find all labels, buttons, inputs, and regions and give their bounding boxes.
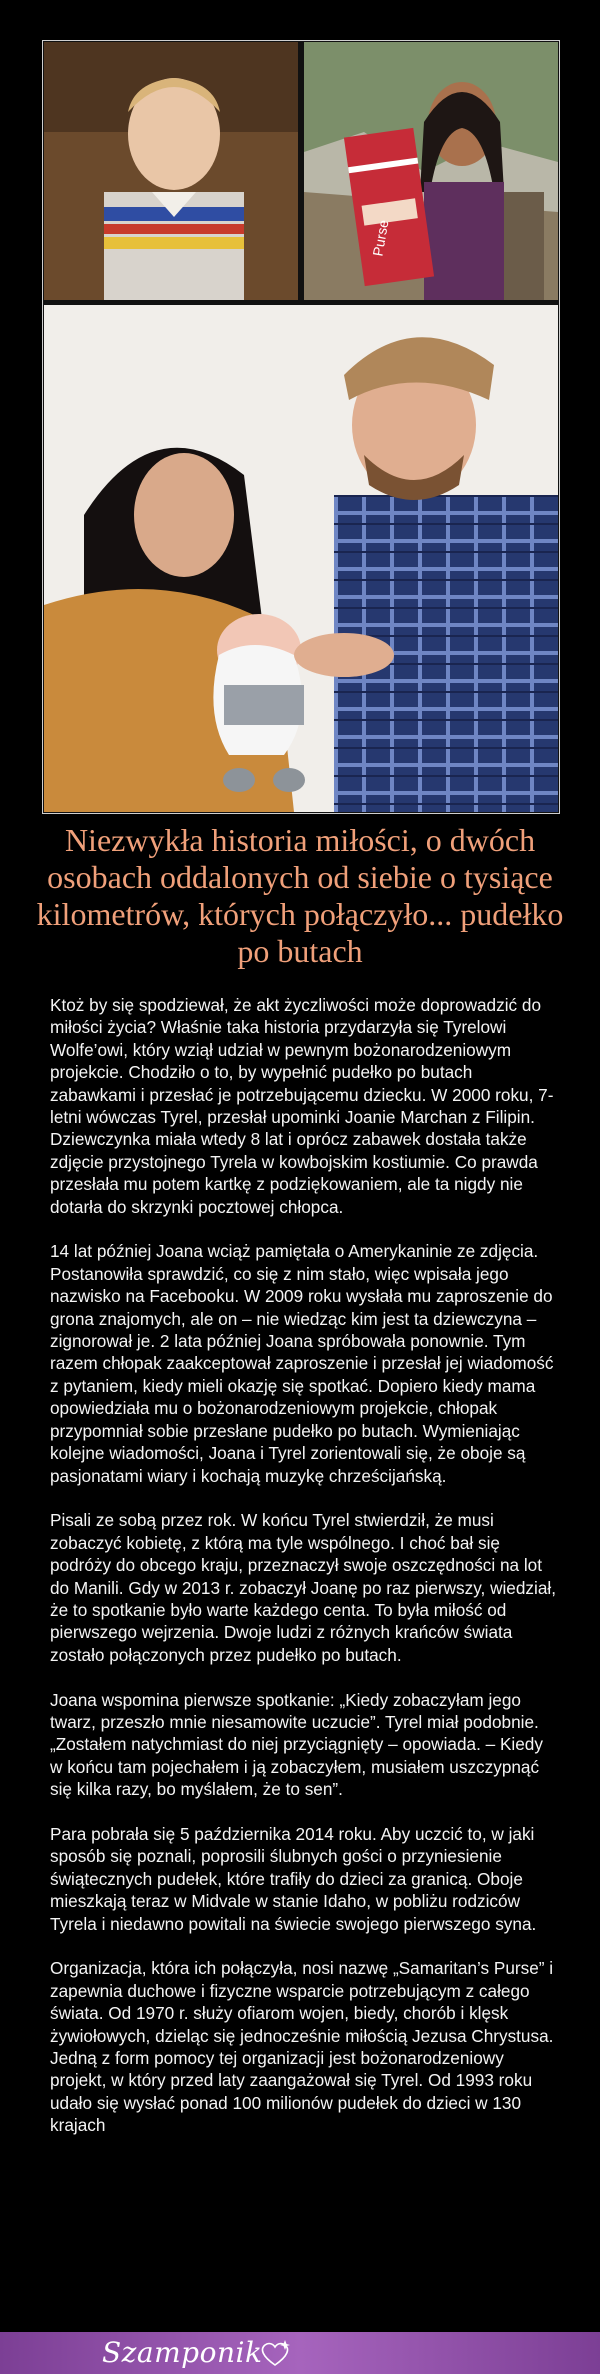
article-headline: Niezwykła historia miłości, o dwóch osobach oddalonych od siebie o tysiące kilometrów, których połączyło... pudełko po butach bbox=[36, 822, 564, 969]
article-paragraph: Organizacja, która ich połączyła, nosi nazwę „Samaritan’s Purse” i zapewnia duchowe i fizyczne wsparcie potrzebującym z całego świata. Od 1970 r. służy ofiarom wojen, biedy, chorób i klęsk żywiołowych, dzieląc się jednocześnie miłością Jezusa Chrystusa. Jedną z form pomocy tej organizacji jest bożonarodzeniowy projekt, w który przed laty zaangażował się Tyrel. Od 1993 roku udało się wysłać ponad 100 milionów pudełek do dzieci w 130 krajach bbox=[50, 1958, 554, 2136]
girl-with-shoebox-photo bbox=[304, 42, 558, 300]
footer-bar bbox=[0, 2332, 600, 2374]
site-logo[interactable]: Szamponik bbox=[102, 2336, 263, 2369]
article-paragraph: Ktoż by się spodziewał, że akt życzliwości może doprowadzić do miłości życia? Właśnie taka historia przydarzyła się Tyrelowi Wolfe’owi, który wziął udział w pewnym bożonarodzeniowym projekcie. Chodziło o to, by wypełnić pudełko po butach zabawkami i przesłać je potrzebującemu dziecku. W 2000 roku, 7-letni wówczas Tyrel, przesłał upominki Joanie Marchan z Filipin. Dziewczynka miała wtedy 8 lat i oprócz zabawek dostała także zdjęcie przystojnego Tyrela w kowbojskim kostiumie. Co prawda przesłała mu potem kartkę z podziękowaniem, ale ta nigdy nie dotarła do skrzynki pocztowej chłopca. bbox=[50, 995, 554, 1217]
shoebox-label: Purse bbox=[369, 218, 392, 258]
article-paragraph: Joana wspomina pierwsze spotkanie: „Kiedy zobaczyłam jego twarz, przeszło mnie niesamowite uczucie”. Tyrel miał podobnie. „Zostałem natychmiast do niej przyciągnięty – opowiada. – Kiedy w końcu tam pojechałem i ją zobaczyłem, musiałem uszczypnąć się kilka razy, bo myślałem, że to sen”. bbox=[50, 1689, 543, 1800]
article-body bbox=[50, 994, 560, 2159]
article-paragraph: Para pobrała się 5 października 2014 roku. Aby uczcić to, w jaki sposób się poznali, poprosili ślubnych gości o przyniesienie świątecznych pudełek, które trafiły do dzieci za granicą. Oboje mieszkają teraz w Midvale w stanie Idaho, w pobliżu rodziców Tyrela i niedawno powitali na świecie swojego pierwszego syna. bbox=[50, 1823, 537, 1934]
article-paragraph: 14 lat później Joana wciąż pamiętała o Amerykaninie ze zdjęcia. Postanowiła sprawdzić, co się z nim stało, więc wpisała jego nazwisko na Facebooku. W 2009 roku wysłała mu zaproszenie do grona znajomych, ale on – nie wiedząc kim jest ta dziewczyna – zignorował je. 2 lata później Joana spróbowała ponownie. Tym razem chłopak zaakceptował zaproszenie i przesłał jej wiadomość z pytaniem, kiedy mieli okazję się spotkać. Dopiero kiedy mama opowiedziała mu o bożonarodzeniowym projekcie, chłopak przypomniał sobie przesłane pudełko po butach. Wymieniając kolejne wiadomości, Joana i Tyrel zorientowali się, że oboje są pasjonatami wiary i kochają muzykę chrześcijańską. bbox=[50, 1241, 554, 1486]
sparkle-heart-icon bbox=[258, 2338, 292, 2368]
photo-collage bbox=[42, 40, 560, 814]
article-paragraph: Pisali ze sobą przez rok. W końcu Tyrel stwierdził, że musi zobaczyć kobietę, z którą ma tyle wspólnego. I choć bał się podróży do obcego kraju, przeznaczył swoje oszczędności na lot do Manili. Gdy w 2013 r. zobaczył Joanę po raz pierwszy, wiedział, że to spotkanie było warte każdego centa. To była miłość od pierwszego wejrzenia. Dwoje ludzi z różnych krańców świata zostało połączonych przez pudełko po butach. bbox=[50, 1510, 556, 1665]
boy-portrait-photo bbox=[44, 42, 298, 300]
family-with-baby-photo bbox=[44, 305, 558, 812]
